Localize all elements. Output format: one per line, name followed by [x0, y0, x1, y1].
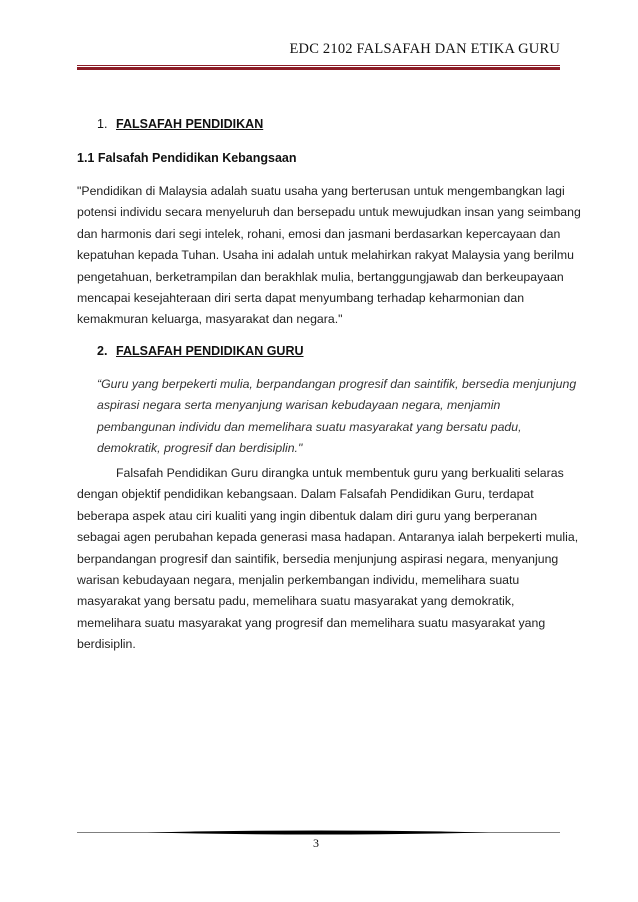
header-rule	[77, 65, 560, 66]
quote-line: aspirasi negara serta menyanjung warisan kebudayaan negara, menjamin	[97, 398, 501, 413]
header-rule-thick	[77, 67, 560, 70]
section-1-number: 1.	[97, 117, 108, 131]
paragraph-line: Falsafah Pendidikan Guru dirangka untuk membentuk guru yang berkualiti selaras	[116, 466, 564, 480]
section-1-title: FALSAFAH PENDIDIKAN	[116, 117, 264, 131]
paragraph-line: "Pendidikan di Malaysia adalah suatu usaha yang berterusan untuk mengembangkan lagi	[77, 184, 565, 198]
paragraph-line: dengan objektif pendidikan kebangsaan. Dalam Falsafah Pendidikan Guru, terdapat	[77, 487, 534, 502]
page-number: 3	[313, 836, 319, 850]
footer-rule	[77, 830, 560, 835]
paragraph-line: masyarakat yang bersatu padu, memelihara suatu masyarakat yang demokratik,	[77, 594, 515, 609]
section-2-heading	[97, 344, 304, 358]
paragraph-line: berpandangan progresif dan saintifik, bersedia menjunjung aspirasi negara, menyanjung	[77, 551, 559, 566]
header-title: EDC 2102 FALSAFAH DAN ETIKA GURU	[289, 41, 560, 57]
paragraph-line: potensi individu secara menyeluruh dan bersepadu untuk mewujudkan insan yang seimbang	[77, 205, 581, 220]
quote-line: demokratik, progresif dan berdisiplin."	[97, 441, 303, 456]
paragraph-line: kepatuhan kepada Tuhan. Usaha ini adalah untuk melahirkan rakyat Malaysia yang berilmu	[77, 248, 574, 263]
paragraph-line: memelihara suatu masyarakat yang progresif dan memelihara suatu masyarakat yang	[77, 615, 546, 630]
section-2-paragraph	[77, 463, 578, 656]
paragraph-line: berdisiplin.	[77, 637, 136, 652]
paragraph-line: sebagai agen perubahan kepada generasi masa hadapan. Antaranya ialah berpekerti mulia,	[77, 530, 579, 545]
section-1-paragraph	[77, 181, 581, 331]
paragraph-line: dan harmonis dari segi intelek, rohani, emosi dan jasmani berdasarkan kepercayaan dan	[77, 226, 561, 241]
section-2-number: 2.	[97, 344, 108, 358]
paragraph-line: mencapai kesejahteraan diri serta dapat menyumbang terhadap keharmonian dan	[77, 291, 525, 306]
quote-line: “Guru yang berpekerti mulia, berpandangan progresif dan saintifik, bersedia menjunjung	[97, 377, 577, 391]
section-2-quote	[97, 374, 576, 460]
paragraph-line: pengetahuan, berketrampilan dan berakhlak mulia, bertanggungjawab dan berkeupayaan	[77, 269, 564, 284]
paragraph-line: beberapa aspek atau ciri kualiti yang ingin dibentuk dalam diri guru yang berperanan	[77, 508, 538, 523]
section-1-1-subheading: 1.1 Falsafah Pendidikan Kebangsaan	[77, 151, 297, 165]
section-2-title: FALSAFAH PENDIDIKAN GURU	[116, 344, 304, 358]
paragraph-line: kemakmuran keluarga, masyarakat dan negara."	[77, 312, 343, 327]
paragraph-line: warisan kebudayaan negara, menjalin perkembangan individu, memelihara suatu	[77, 573, 520, 588]
quote-line: pembangunan individu dan memelihara suatu masyarakat yang bersatu padu,	[97, 419, 522, 434]
section-1-heading	[97, 117, 263, 131]
